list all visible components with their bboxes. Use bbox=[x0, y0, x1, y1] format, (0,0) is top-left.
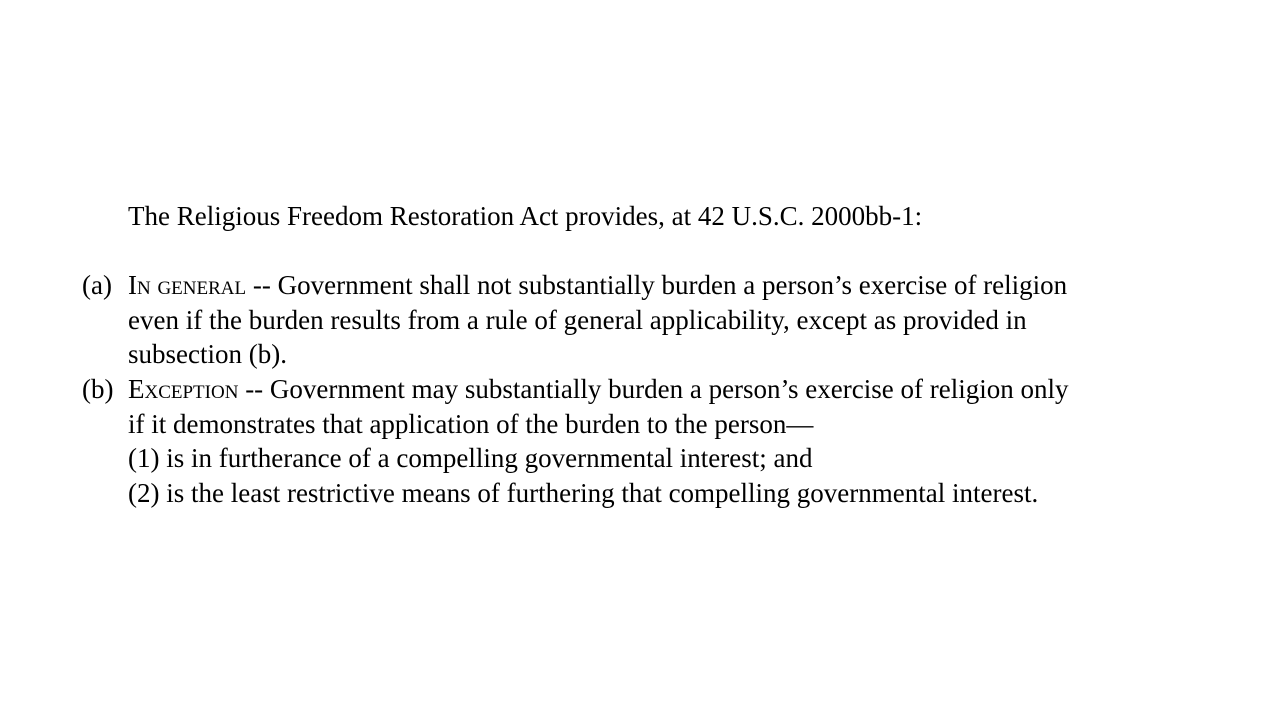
subsection-a-text-1: -- Government shall not substantially burden a person’s exercise of religion bbox=[246, 270, 1068, 300]
subsection-a-line-2: even if the burden results from a rule of general applicability, except as provided in bbox=[128, 304, 1027, 335]
subsection-a bbox=[82, 268, 1067, 372]
intro-text: The Religious Freedom Restoration Act provides, at 42 U.S.C. 2000bb-1: bbox=[128, 201, 923, 231]
subsection-b bbox=[82, 372, 1068, 510]
subsection-b-clause-2: (2) is the least restrictive means of furthering that compelling governmental interest. bbox=[128, 477, 1039, 508]
subsection-b-line-1 bbox=[128, 372, 1068, 407]
subsection-a-heading: In general bbox=[128, 270, 247, 300]
subsection-b-clause-1: (1) is in furtherance of a compelling governmental interest; and bbox=[128, 443, 813, 473]
subsection-b-heading: Exception bbox=[128, 374, 239, 404]
subsection-b-marker: (b) bbox=[82, 374, 114, 404]
subsection-a-marker: (a) bbox=[82, 270, 112, 300]
subsection-a-line-1 bbox=[128, 268, 1067, 303]
subsection-a-line-3: subsection (b). bbox=[128, 339, 287, 369]
subsection-b-text-1: -- Government may substantially burden a person’s exercise of religion only bbox=[238, 374, 1069, 404]
subsection-b-line-2: if it demonstrates that application of the burden to the person— bbox=[128, 408, 814, 439]
